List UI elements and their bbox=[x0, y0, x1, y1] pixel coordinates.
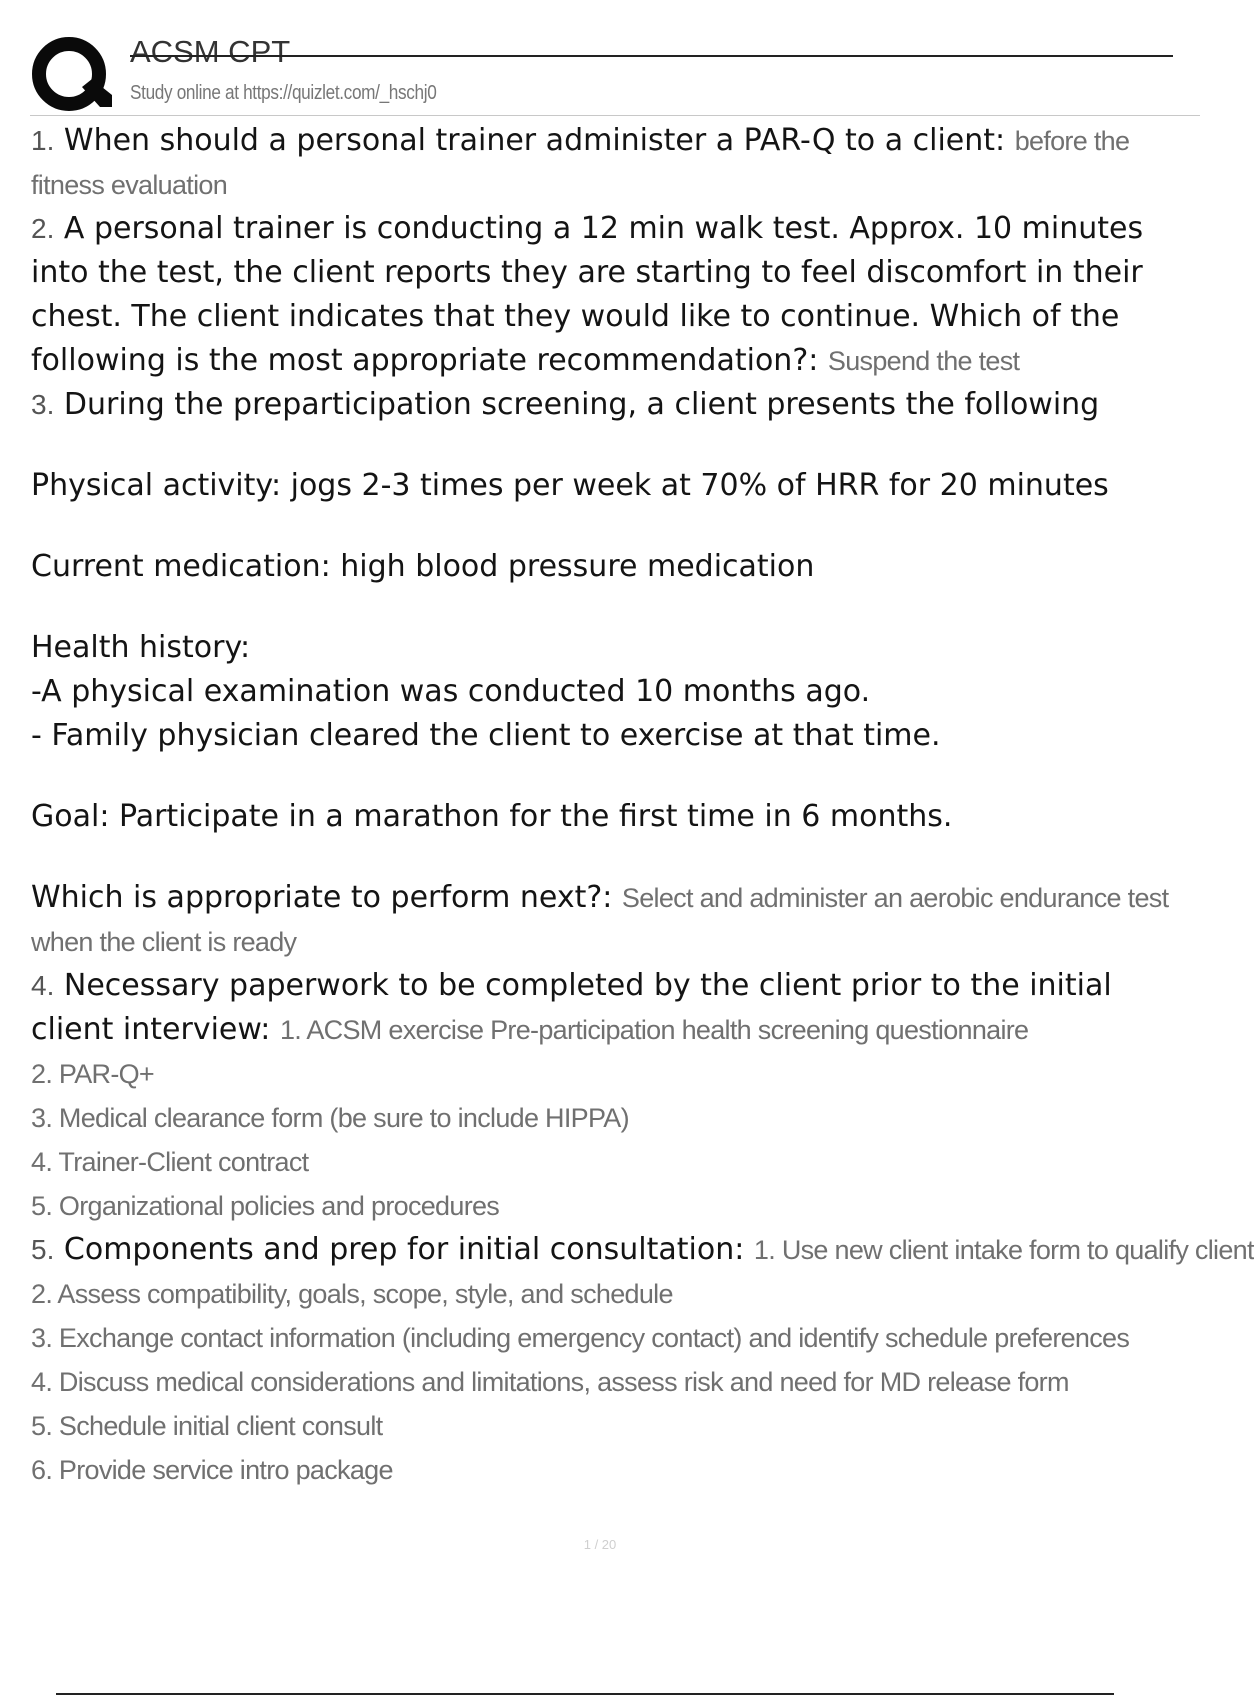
footer-divider bbox=[56, 1693, 1114, 1695]
flashcard-list bbox=[31, 119, 1254, 1492]
card-5 bbox=[31, 1228, 1254, 1492]
card-answer: Suspend the test bbox=[827, 346, 1020, 376]
card-question-line bbox=[31, 383, 1201, 427]
page-header bbox=[30, 30, 1200, 120]
card-question-line: Physical activity: jogs 2-3 times per week at 70% of HRR for 20 minutes bbox=[31, 468, 1109, 503]
card-answer-line: 3. Medical clearance form (be sure to include HIPPA) bbox=[31, 1103, 629, 1133]
card-question: When should a personal trainer administer a PAR-Q to a client: bbox=[63, 123, 1006, 158]
card-question-line: - Family physician cleared the client to exercise at that time. bbox=[31, 718, 941, 753]
card-question-text: Which is appropriate to perform next?: bbox=[31, 880, 613, 915]
page-indicator: 1 / 20 bbox=[583, 1537, 617, 1552]
card-answer-line: 3. Exchange contact information (including emergency contact) and identify schedule preferences bbox=[31, 1323, 1130, 1353]
card-number: 5. bbox=[31, 1234, 55, 1265]
header-divider bbox=[30, 115, 1200, 116]
card-answer: Select and administer an aerobic endurance test when the client is ready bbox=[31, 883, 1169, 957]
card-answer-line: 5. Schedule initial client consult bbox=[31, 1411, 383, 1441]
card-answer-line: 4. Trainer-Client contract bbox=[31, 1147, 309, 1177]
card-question-line bbox=[31, 1228, 1254, 1272]
card-question-line bbox=[31, 876, 1201, 964]
card-number: 3. bbox=[31, 389, 55, 420]
card-question-text: During the preparticipation screening, a client presents the following bbox=[63, 387, 1100, 422]
card-answer: before the fitness evaluation bbox=[31, 126, 1130, 200]
card-question: Components and prep for initial consultation: bbox=[63, 1232, 745, 1267]
card-answer-line: 2. PAR-Q+ bbox=[31, 1059, 154, 1089]
study-online-link[interactable]: Study online at https://quizlet.com/_hschj0 bbox=[130, 82, 437, 104]
card-answer-line: 5. Organizational policies and procedures bbox=[31, 1191, 500, 1221]
card-answer-line: 1. Use new client intake form to qualify client bbox=[753, 1235, 1254, 1265]
card-question-line: Current medication: high blood pressure medication bbox=[31, 549, 815, 584]
card-answer-line: 2. Assess compatibility, goals, scope, style, and schedule bbox=[31, 1279, 673, 1309]
card-number: 2. bbox=[31, 213, 55, 244]
card-answer-line: 4. Discuss medical considerations and limitations, assess risk and need for MD release form bbox=[31, 1367, 1069, 1397]
title-strike-line bbox=[130, 55, 1173, 57]
card-question-line bbox=[31, 964, 1201, 1052]
card-question: A personal trainer is conducting a 12 min walk test. Approx. 10 minutes into the test, the client reports they are starting to feel discomfort in their chest. The client indicates that they would like to continue. Which of the following is the most appropriate recommendation?: bbox=[31, 211, 1144, 378]
card-answer-line: 6. Provide service intro package bbox=[31, 1455, 393, 1485]
card-4 bbox=[31, 964, 1201, 1228]
card-answer-line: 1. ACSM exercise Pre-participation health screening questionnaire bbox=[279, 1015, 1029, 1045]
card-number: 4. bbox=[31, 970, 55, 1001]
card-3 bbox=[31, 383, 1201, 964]
card-question-line: Goal: Participate in a marathon for the first time in 6 months. bbox=[31, 799, 953, 834]
card-2 bbox=[31, 207, 1201, 383]
card-1 bbox=[31, 119, 1201, 207]
document-title: ACSM CPT bbox=[130, 34, 291, 69]
quizlet-logo-icon bbox=[30, 35, 112, 117]
card-question-line: Health history: bbox=[31, 630, 251, 665]
card-number: 1. bbox=[31, 125, 55, 156]
card-question-line: -A physical examination was conducted 10 months ago. bbox=[31, 674, 871, 709]
card-question: Necessary paperwork to be completed by the client prior to the initial client interview: bbox=[31, 968, 1112, 1047]
